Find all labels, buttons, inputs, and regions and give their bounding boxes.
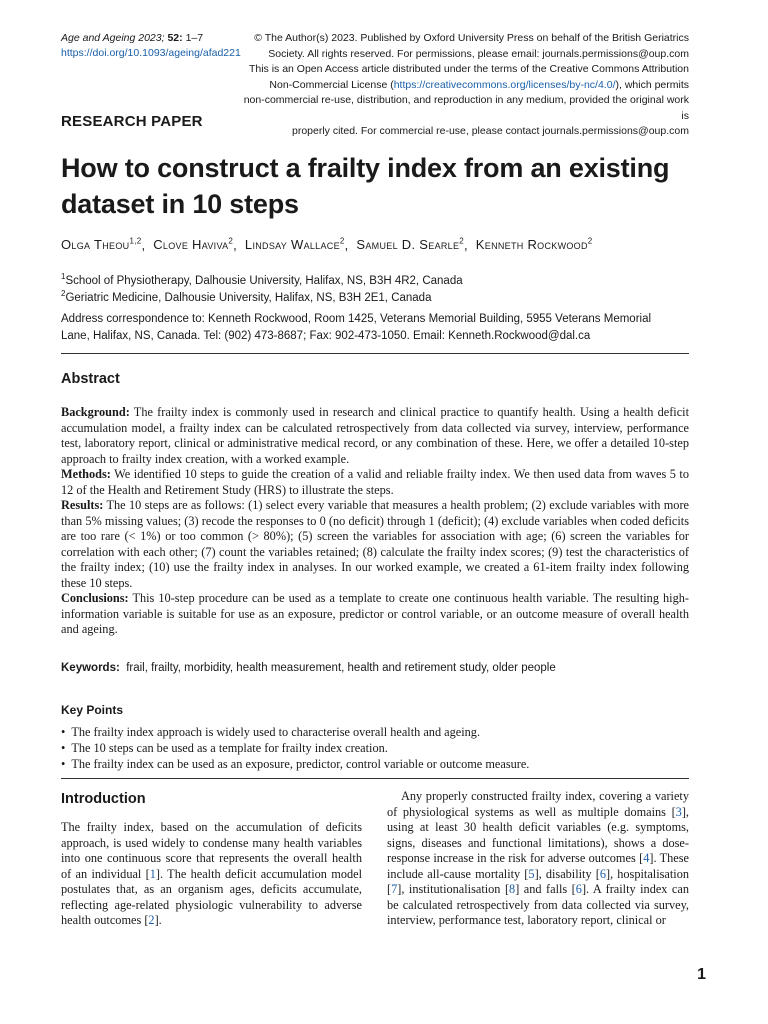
page-number: 1 (697, 966, 706, 983)
citation-link[interactable]: 7 (391, 882, 398, 896)
author: Olga Theou$^{1,2}$ (61, 237, 142, 253)
abstract-background: Background: The frailty index is commonly used in research and clinical practice to quantify health. Using a health deficit accumulation model, a frailty index can be calculated retrospectively from data collected via survey, interview, performance test, laboratory report, clinical or administrative medical record, or any combination of these. Here, we offer a detailed 10-step approach to frailty index creation, with a worked example. (61, 405, 689, 466)
paper-title: How to construct a frailty index from an existing dataset in 10 steps (61, 153, 670, 219)
journal-citation (61, 31, 241, 61)
journal-pages: 1–7 (185, 32, 204, 44)
citation-link[interactable]: 3 (675, 804, 682, 819)
citation-link[interactable]: 4 (643, 851, 650, 865)
affiliation: $^1$School of Physiotherapy, Dalhousie University, Halifax, NS, B3H 4R2, Canada (61, 272, 463, 287)
keywords (61, 662, 556, 674)
abstract-results: Results: The 10 steps are as follows: (1) select every variable that measures a health problem; (2) exclude variables with more than 5% missing values; (3) recode the responses to 0 (no deficit) through 1 (deficit); (4) exclude variables when coded deficits are too rare (< 1%) or too common (> 80%); (5) screen the variables for association with age; (6) screen the variables for correlation with each other; (7) count the variables retained; (8) calculate the frailty index scores; (9) test the characteristics of the frailty index; (10) use the frailty index in analyses. In our worked example, we created a 61-item frailty index following these 10 steps. (61, 498, 689, 590)
license-line: properly cited. For commercial re-use, please contact journals.permissions@oup.com (292, 125, 689, 137)
key-point: • The frailty index can be used as an exposure, predictor, control variable or outcome measure. (61, 756, 529, 772)
key-point: • The 10 steps can be used as a template for frailty index creation. (61, 740, 529, 756)
correspondence: Address correspondence to: Kenneth Rockwood, Room 1425, Veterans Memorial Building, 5955 Veterans Memorial Lane, Halifax, NS, Canada. Tel: (902) 473-8687; Fax: 902-473-1050. Email: Kenneth.Rockwood@dal.ca (61, 313, 652, 342)
citation-link[interactable]: 6 (575, 882, 582, 896)
journal-name: Age and Ageing 2023; (61, 32, 165, 44)
key-points-heading: Key Points (61, 703, 124, 717)
abstract-body (61, 405, 689, 638)
author-list: Olga Theou$^{1,2}$, Clove Haviva$^2$, Lindsay Wallace$^2$, Samuel D. Searle$^2$, Kenneth Rockwood$^2$ (61, 237, 593, 253)
citation-link[interactable]: 8 (509, 882, 516, 896)
journal-volume: 52: (167, 32, 183, 44)
license-line: Society. All rights reserved. For permissions, please email: journals.permissions@oup.com (268, 47, 689, 60)
abstract-conclusions: Conclusions: This 10-step procedure can be used as a template to create one continuous health variable. The resulting high-information variable is suitable for use as an exposure, predictor or control variable, or an outcome measure of overall health and ageing. (61, 591, 689, 636)
divider (61, 353, 689, 354)
divider (61, 778, 689, 779)
author: Kenneth Rockwood$^2$ (475, 237, 593, 253)
citation-link[interactable]: 6 (599, 866, 606, 881)
citation-link[interactable]: 1 (149, 866, 156, 881)
citation-link[interactable]: 2 (148, 913, 155, 927)
abstract-methods: Methods: We identified 10 steps to guide the creation of a valid and reliable frailty index. We then used data from waves 5 to 12 of the Health and Retirement Study (HRS) to illustrate the steps. (61, 467, 689, 497)
keywords-text: frail, frailty, morbidity, health measurement, health and retirement study, older people (126, 662, 556, 674)
keywords-label: Keywords: (61, 662, 120, 674)
license-line: This is an Open Access article distributed under the terms of the Creative Commons Attribution (248, 63, 689, 75)
affiliation: $^2$Geriatric Medicine, Dalhousie University, Halifax, NS, B3H 2E1, Canada (61, 289, 432, 304)
abstract-heading: Abstract (61, 371, 120, 387)
key-points-list (61, 724, 529, 772)
introduction-left-column: The frailty index, based on the accumulation of deficits approach, is used widely to condense many health variables into one continuous score that represents the overall health of an individual [1]. The health deficit accumulation model postulates that, as an organism ages, deficits accumulate, reflecting age-related physiologic vulnerability to adverse health outcomes [2]. (61, 820, 362, 927)
citation-link[interactable]: 5 (528, 866, 535, 881)
author: Lindsay Wallace$^2$ (244, 237, 345, 253)
license-url-link[interactable]: https://creativecommons.org/licenses/by-nc/4.0/ (393, 78, 616, 91)
license-line: non-commercial re-use, distribution, and reproduction in any medium, provided the original work is (243, 94, 689, 122)
introduction-right-column: Any properly constructed frailty index, covering a variety of physiological systems as well as multiple domains [3], using at least 30 health deficit variables (e.g. symptoms, signs, diseases and functional limitations), shows a dose-response increase in the risk for adverse outcomes [4]. These include all-cause mortality [5], disability [6], hospitalisation [7], institutionalisation [8] and falls [6]. A frailty index can be calculated retrospectively from data collected via survey, interview, performance test, laboratory report, clinical or (387, 789, 689, 927)
introduction-heading: Introduction (61, 791, 146, 807)
author: Samuel D. Searle$^2$ (356, 237, 465, 253)
license-notice (239, 31, 689, 140)
doi-link[interactable]: https://doi.org/10.1093/ageing/afad221 (61, 47, 241, 59)
key-point: • The frailty index approach is widely used to characterise overall health and ageing. (61, 724, 529, 740)
license-line: © The Author(s) 2023. Published by Oxford University Press on behalf of the British Geriatrics (254, 32, 689, 44)
license-line: Non-Commercial License (https://creativecommons.org/licenses/by-nc/4.0/), which permits (269, 78, 689, 91)
section-label: RESEARCH PAPER (61, 113, 203, 130)
author: Clove Haviva$^2$ (153, 237, 234, 253)
